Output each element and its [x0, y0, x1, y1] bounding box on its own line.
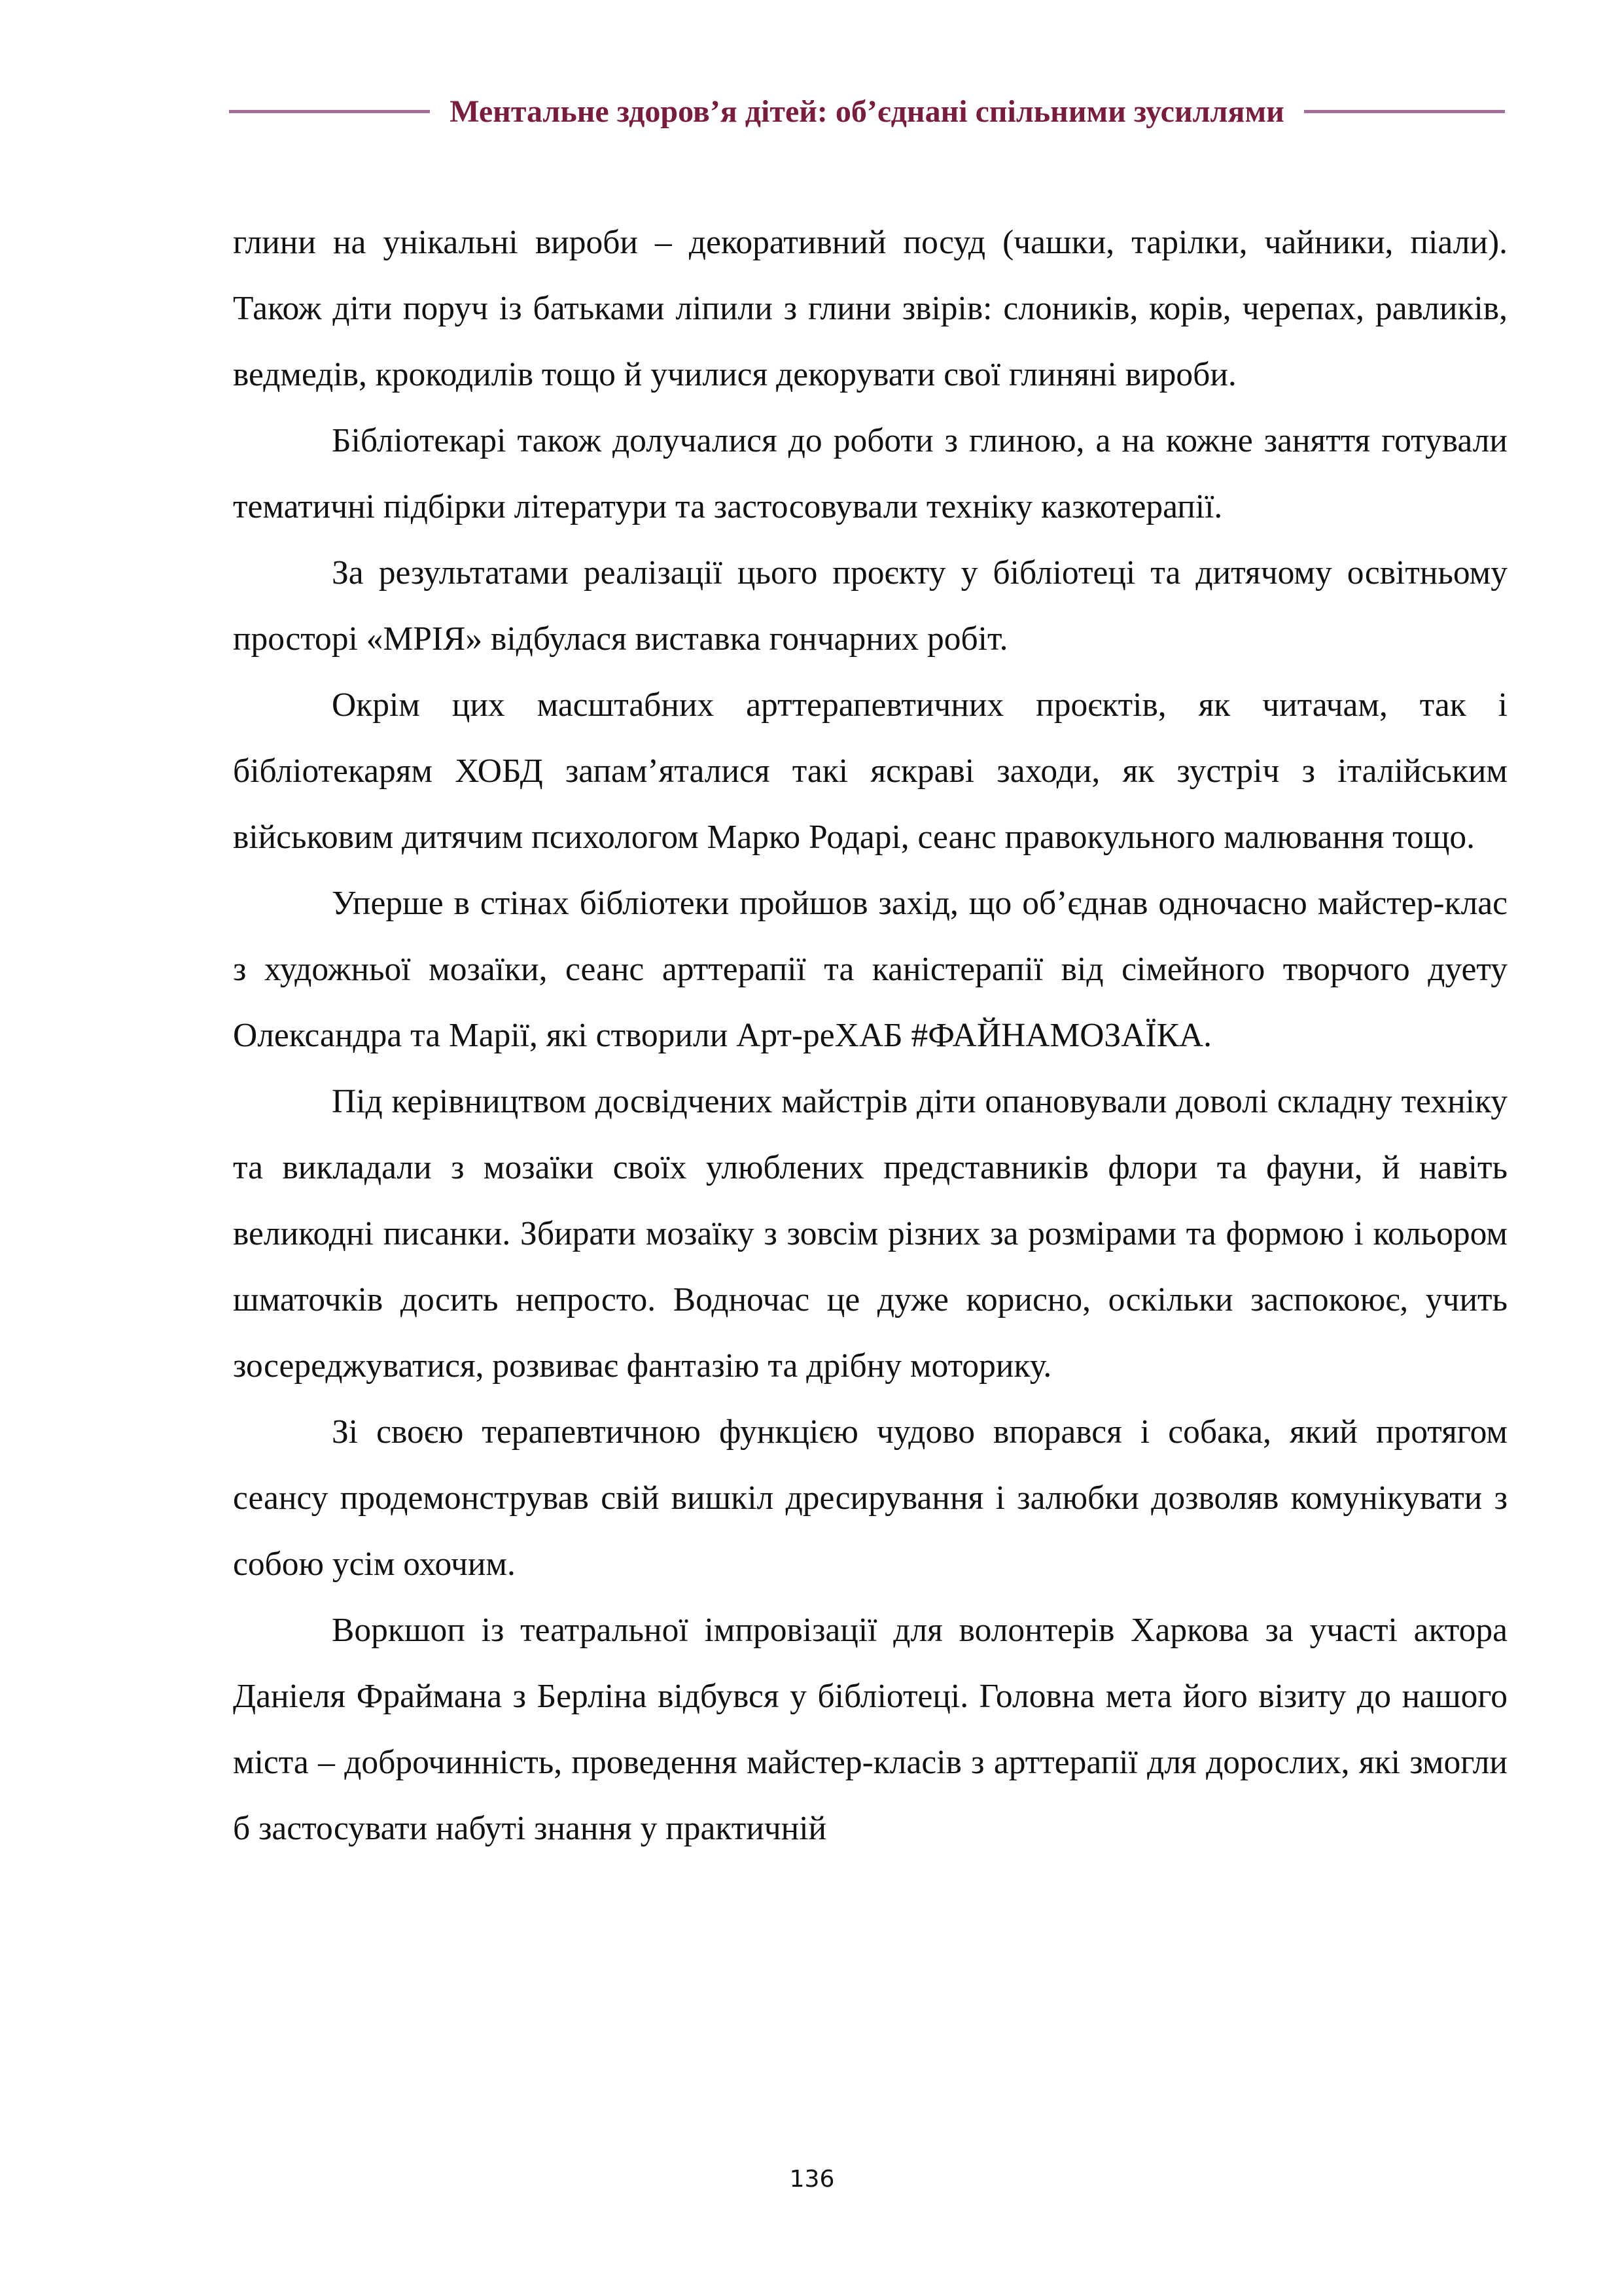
paragraph: Воркшоп із театральної імпровізації для волонтерів Харкова за участі актора Даніеля Фраймана з Берліна відбувся у бібліотеці. Головна мета його візиту до нашого міста – доброчинність, проведення майстер-класів з арттерапії для дорослих, які змогли б застосувати набуті знання у практичній: [233, 1612, 1508, 1847]
page-number: 136: [789, 2166, 835, 2193]
header-title: Ментальне здоров’я дітей: об’єднані спільними зусиллями: [450, 94, 1284, 129]
paragraph: Зі своєю терапевтичною функцією чудово впорався і собака, який протягом сеансу продемонстрував свій вишкіл дресирування і залюбки дозволяв комунікувати з собою усім охочим.: [233, 1413, 1508, 1583]
header-rule-right: [1304, 110, 1505, 113]
paragraph: Бібліотекарі також долучалися до роботи з глиною, а на кожне заняття готували тематичні підбірки літератури та застосовували техніку казкотерапії.: [233, 422, 1508, 525]
body-text: [233, 209, 1508, 1862]
paragraph: глини на унікальні вироби – декоративний посуд (чашки, тарілки, чайники, піали). Також діти поруч із батьками ліпили з глини звірів: слоників, корів, черепах, равликів, ведмедів, крокодилів тощо й училися декорувати свої глиняні вироби.: [233, 224, 1508, 393]
header-rule-left: [229, 110, 430, 113]
running-header: [229, 85, 1505, 137]
paragraph: Під керівництвом досвідчених майстрів діти опановували доволі складну техніку та викладали з мозаїки своїх улюблених представників флори та фауни, й навіть великодні писанки. Збирати мозаїку з зовсім різних за розмірами та формою і кольором шматочків досить непросто. Водночас це дуже корисно, оскільки заспокоює, учить зосереджуватися, розвиває фантазію та дрібну моторику.: [233, 1083, 1508, 1385]
paragraph: За результатами реалізації цього проєкту у бібліотеці та дитячому освітньому просторі «МРІЯ» відбулася виставка гончарних робіт.: [233, 554, 1508, 658]
paragraph: Уперше в стінах бібліотеки пройшов захід, що об’єднав одночасно майстер-клас з художньої мозаїки, сеанс арттерапії та каністерапії від сімейного творчого дуету Олександра та Марії, які створили Арт-реХАБ #ФАЙНАМОЗАЇКА.: [233, 885, 1508, 1054]
paragraph: Окрім цих масштабних арттерапевтичних проєктів, як читачам, так і бібліотекарям ХОБД запам’яталися такі яскраві заходи, як зустріч з італійським військовим дитячим психологом Марко Родарі, сеанс правокульного малювання тощо.: [233, 686, 1508, 856]
